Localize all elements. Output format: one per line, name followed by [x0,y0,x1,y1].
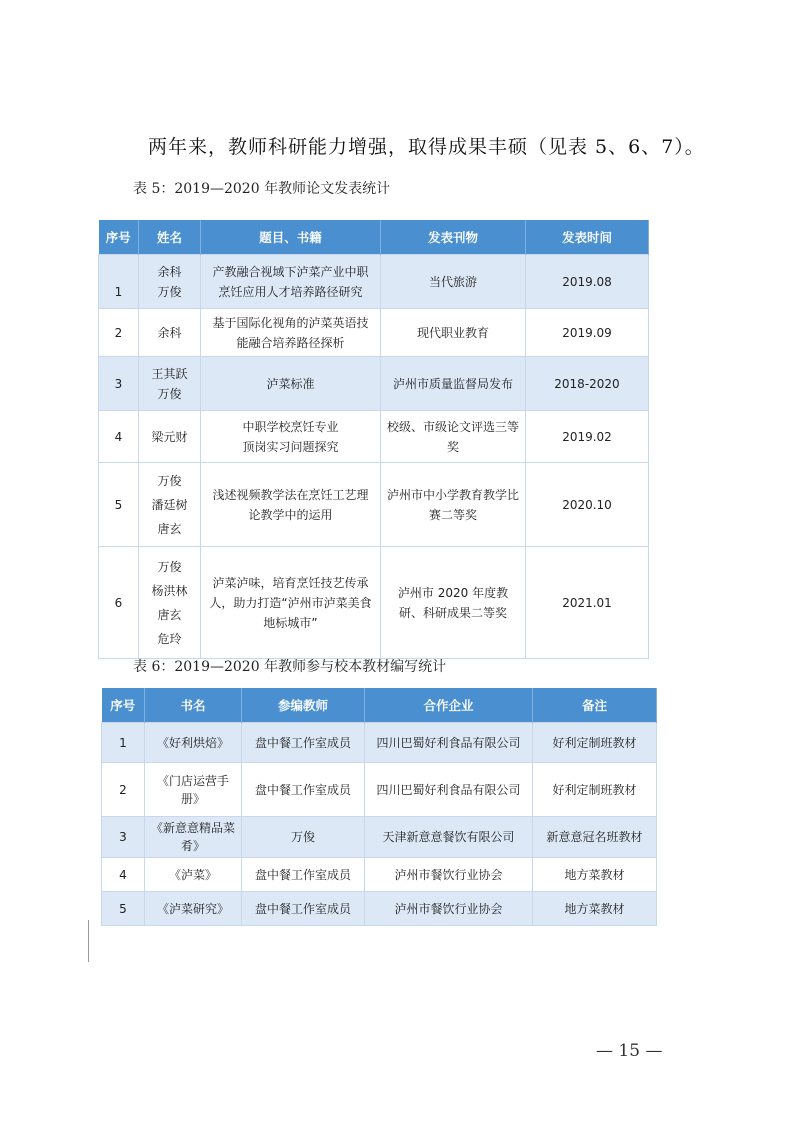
paper-title: 泸菜泸味，培育烹饪技艺传承人，助力打造“泸州市泸菜美食地标城市” [201,547,381,659]
paper-title: 基于国际化视角的泸菜英语技能融合培养路径探析 [201,309,381,357]
table-row [99,357,649,411]
row-number: 2 [99,309,139,357]
margin-rule [88,920,89,962]
book-title: 《新意意精品菜肴》 [145,817,242,858]
publish-date: 2018-2020 [526,357,649,411]
table5-header-row [99,220,649,255]
table-row [99,411,649,463]
publish-date: 2020.10 [526,463,649,547]
row-number: 4 [102,858,145,892]
table6 [101,688,657,926]
author-names: 余科 [139,309,201,357]
publication: 当代旅游 [381,255,526,309]
table5-header: 发表时间 [526,220,649,255]
table5-header: 姓名 [139,220,201,255]
row-number: 5 [102,892,145,926]
author-names: 万俊 潘廷树 唐玄 [139,463,201,547]
table-row [99,255,649,309]
table6-caption: 表 6：2019—2020 年教师参与校本教材编写统计 [133,659,447,675]
book-title: 《好利烘焙》 [145,723,242,763]
publication: 泸州市 2020 年度教研、科研成果二等奖 [381,547,526,659]
note: 地方菜教材 [533,892,657,926]
publication: 现代职业教育 [381,309,526,357]
table5-caption: 表 5：2019—2020 年教师论文发表统计 [133,181,391,197]
teacher: 盘中餐工作室成员 [242,858,365,892]
table-row [102,817,657,858]
note: 好利定制班教材 [533,763,657,817]
row-number: 1 [99,255,139,309]
table-row [102,892,657,926]
table-row [102,763,657,817]
teacher: 盘中餐工作室成员 [242,892,365,926]
publish-date: 2019.09 [526,309,649,357]
row-number: 1 [102,723,145,763]
table-row [102,858,657,892]
table-row [99,309,649,357]
table6-header: 备注 [533,688,657,723]
company: 天津新意意餐饮有限公司 [365,817,533,858]
company: 泸州市餐饮行业协会 [365,892,533,926]
table5-header: 发表刊物 [381,220,526,255]
publish-date: 2021.01 [526,547,649,659]
table-row [102,723,657,763]
publication: 泸州市中小学教育教学比赛二等奖 [381,463,526,547]
page-number: — 15 — [596,1041,663,1061]
paper-title: 中职学校烹饪专业 顶岗实习问题探究 [201,411,381,463]
paper-title: 产教融合视域下泸菜产业中职烹饪应用人才培养路径研究 [201,255,381,309]
publication: 校级、市级论文评选三等奖 [381,411,526,463]
table6-header: 参编教师 [242,688,365,723]
company: 四川巴蜀好利食品有限公司 [365,723,533,763]
author-names: 梁元财 [139,411,201,463]
publish-date: 2019.02 [526,411,649,463]
publication: 泸州市质量监督局发布 [381,357,526,411]
paper-title: 浅述视频教学法在烹饪工艺理论教学中的运用 [201,463,381,547]
company: 泸州市餐饮行业协会 [365,858,533,892]
teacher: 万俊 [242,817,365,858]
teacher: 盘中餐工作室成员 [242,763,365,817]
paper-title: 泸菜标准 [201,357,381,411]
table5 [98,220,649,659]
row-number: 5 [99,463,139,547]
table-row [99,547,649,659]
table6-header: 书名 [145,688,242,723]
book-title: 《泸菜研究》 [145,892,242,926]
row-number: 3 [102,817,145,858]
teacher: 盘中餐工作室成员 [242,723,365,763]
author-names: 余科 万俊 [139,255,201,309]
note: 地方菜教材 [533,858,657,892]
table5-header: 题目、书籍 [201,220,381,255]
author-names: 王其跃 万俊 [139,357,201,411]
book-title: 《门店运营手册》 [145,763,242,817]
book-title: 《泸菜》 [145,858,242,892]
author-names: 万俊 杨洪林 唐玄 危玲 [139,547,201,659]
table6-header-row [102,688,657,723]
note: 新意意冠名班教材 [533,817,657,858]
row-number: 2 [102,763,145,817]
table6-header: 序号 [102,688,145,723]
publish-date: 2019.08 [526,255,649,309]
table-row [99,463,649,547]
row-number: 4 [99,411,139,463]
intro-paragraph: 两年来，教师科研能力增强，取得成果丰硕（见表 5、6、7）。 [148,136,705,158]
row-number: 6 [99,547,139,659]
company: 四川巴蜀好利食品有限公司 [365,763,533,817]
row-number: 3 [99,357,139,411]
table6-header: 合作企业 [365,688,533,723]
note: 好利定制班教材 [533,723,657,763]
table5-header: 序号 [99,220,139,255]
